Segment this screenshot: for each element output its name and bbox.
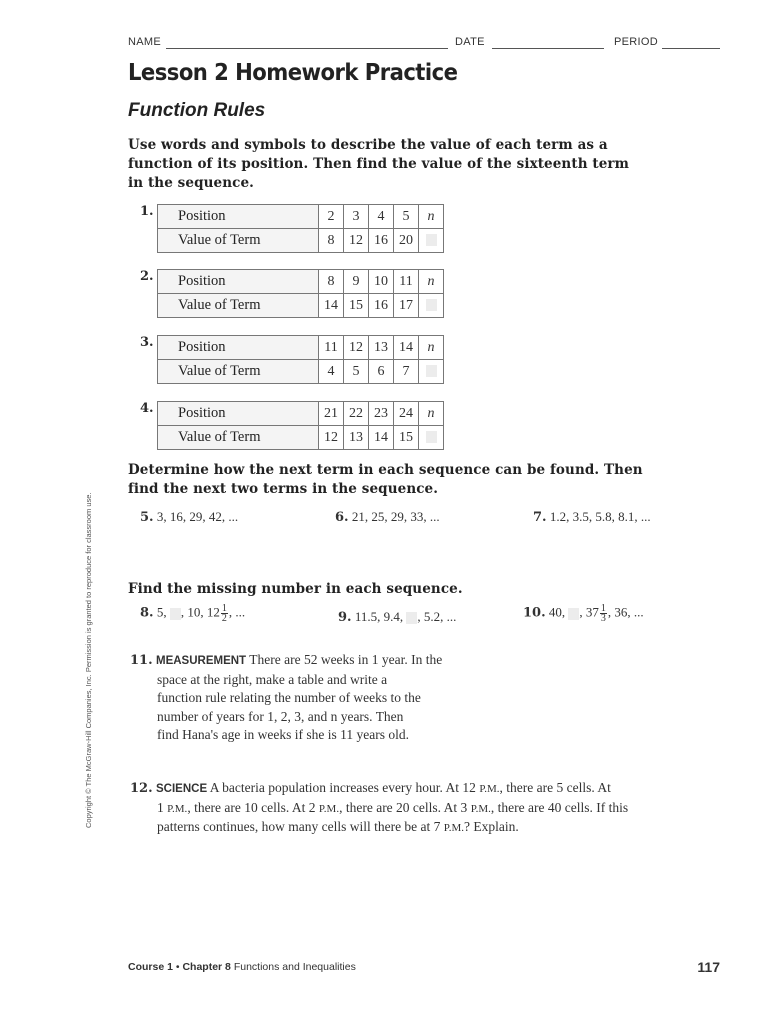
value-row [158,426,444,450]
chapter-title: Functions and Inequalities [233,961,356,973]
problem-category-tag: SCIENCE [156,783,208,795]
value-row-label: Value of Term [158,360,319,384]
date-label: DATE [455,36,485,48]
answer-blank[interactable] [426,431,437,443]
problem-number: 1. [140,204,154,219]
problem-line: space at the right, make a table and write a [157,671,388,687]
position-row-label: Position [158,205,319,229]
value-row [158,294,444,318]
problem-text: 11.5, 9.4, [354,609,404,624]
date-field[interactable] [492,48,604,49]
problem-text: 5, [156,604,167,620]
table-cell: n [419,270,444,294]
answer-blank[interactable] [170,608,181,620]
table-cell: 12 [344,229,369,253]
value-row-label: Value of Term [158,229,319,253]
sequence-table-2 [157,269,444,318]
problem-9 [338,609,456,625]
page-subtitle: Function Rules [128,100,266,121]
answer-blank-cell[interactable] [419,294,444,318]
problem-10 [523,604,644,623]
answer-blank[interactable] [426,234,437,246]
period-label: PERIOD [614,36,658,48]
problem-line: There are 52 weeks in 1 year. In the [249,652,443,667]
table-cell: 11 [394,270,419,294]
fraction-numerator: 1 [600,603,606,614]
problem-text: , there are 40 cells. If this [490,799,629,815]
problem-7 [533,509,651,525]
table-cell: 7 [394,360,419,384]
problem-number: 9. [338,610,352,625]
table-cell: 16 [369,294,394,318]
pm-abbrev: P.M. [470,802,491,815]
table-cell: 5 [394,205,419,229]
answer-blank-cell[interactable] [419,229,444,253]
answer-blank[interactable] [568,608,579,620]
position-row-label: Position [158,336,319,360]
table-cell: 15 [344,294,369,318]
table-cell: 9 [344,270,369,294]
pm-abbrev: P.M. [443,822,464,834]
table-cell: 3 [344,205,369,229]
position-row-label: Position [158,402,319,426]
problem-number: 4. [140,401,154,416]
chapter-label: Chapter 8 [182,961,231,973]
problem-11 [130,651,510,745]
table-cell: 13 [344,426,369,450]
sequence-table-1 [157,204,444,253]
table-cell: 6 [369,360,394,384]
problem-number: 11. [130,653,153,668]
table-cell: 11 [319,336,344,360]
name-label: NAME [128,36,161,48]
table-cell: 14 [319,294,344,318]
table-cell: n [419,402,444,426]
table-cell: 22 [344,402,369,426]
problem-text: 1 [157,799,164,815]
table-cell: 15 [394,426,419,450]
table-cell: 14 [369,426,394,450]
fraction-denominator: 3 [600,613,606,624]
table-cell: n [419,205,444,229]
page-number: 117 [697,959,720,975]
instructions-missing-number: Find the missing number in each sequence. [128,581,463,597]
table-cell: 12 [344,336,369,360]
problem-number: 8. [140,605,154,621]
footer-bullet: • [175,961,180,973]
pm-abbrev: P.M. [318,802,340,815]
problem-text: , there are 10 cells. At 2 [187,799,316,815]
problem-8 [140,604,245,623]
problem-number: 12. [130,781,153,796]
problem-line: function rule relating the number of weeks to the [157,690,421,705]
answer-blank[interactable] [406,612,417,624]
table-cell: 13 [369,336,394,360]
table-cell: 12 [319,426,344,450]
page-title: Lesson 2 Homework Practice [128,60,458,86]
problem-number: 3. [140,335,154,350]
problem-6 [335,509,440,525]
position-row [158,402,444,426]
table-cell: n [419,336,444,360]
position-row [158,205,444,229]
table-cell: 24 [394,402,419,426]
table-cell: 21 [319,402,344,426]
sequence-table-3 [157,335,444,384]
table-cell: 20 [394,229,419,253]
period-field[interactable] [662,48,720,49]
problem-text: A bacteria population increases every hour. At 12 [209,780,476,795]
fraction [600,604,607,623]
answer-blank[interactable] [426,299,437,311]
copyright-notice: Copyright © The McGraw-Hill Companies, Inc. Permission is granted to reproduce for classroom use. [84,492,93,828]
instructions-function-rules: Use words and symbols to describe the value of each term as a function of its position. Then find the value of the sixteenth term in the sequence. [128,137,630,191]
table-cell: 16 [369,229,394,253]
problem-number: 2. [140,269,154,284]
pm-abbrev: P.M. [167,802,188,815]
table-cell: 8 [319,229,344,253]
problem-text: , 36, ... [607,604,644,620]
problem-number: 10. [523,605,546,621]
table-cell: 2 [319,205,344,229]
answer-blank-cell[interactable] [419,360,444,384]
problem-text: , there are 20 cells. At 3 [339,799,468,815]
sequence-table-4 [157,401,444,450]
problem-number: 7. [533,510,547,525]
problem-number: 6. [335,510,349,525]
value-row [158,360,444,384]
position-row [158,336,444,360]
problem-category-tag: MEASUREMENT [156,655,247,667]
problem-number: 5. [140,510,154,525]
problem-line: number of years for 1, 2, 3, and n years. Then [157,708,404,724]
value-row [158,229,444,253]
problem-text: , there are 5 cells. At [499,780,611,795]
table-cell: 17 [394,294,419,318]
problem-text: 21, 25, 29, 33, ... [351,509,440,524]
problem-text: , 37 [579,604,599,620]
pm-abbrev: P.M. [479,783,500,795]
problem-text: 40, [548,604,566,620]
course-label: Course 1 [128,961,173,973]
fraction-denominator: 2 [221,613,227,624]
name-field[interactable] [166,48,448,49]
answer-blank-cell[interactable] [419,426,444,450]
table-cell: 5 [344,360,369,384]
value-row-label: Value of Term [158,294,319,318]
problem-text: 3, 16, 29, 42, ... [156,509,239,524]
problem-5 [140,509,238,525]
problem-12 [130,779,730,838]
table-cell: 4 [319,360,344,384]
table-cell: 14 [394,336,419,360]
position-row [158,270,444,294]
problem-text: , ... [228,604,246,620]
value-row-label: Value of Term [158,426,319,450]
problem-text: , 5.2, ... [417,609,457,624]
fraction [221,604,228,623]
problem-text: , 10, 12 [180,604,220,620]
problem-text: 1.2, 3.5, 5.8, 8.1, ... [549,509,651,524]
answer-blank[interactable] [426,365,437,377]
table-cell: 23 [369,402,394,426]
instructions-next-terms: Determine how the next term in each sequence can be found. Then find the next two terms in the sequence. [128,462,643,497]
problem-line: find Hana's age in weeks if she is 11 years old. [157,727,409,742]
page-footer [128,961,720,979]
table-cell: 4 [369,205,394,229]
table-cell: 8 [319,270,344,294]
table-cell: 10 [369,270,394,294]
fraction-numerator: 1 [221,603,227,614]
problem-text: patterns continues, how many cells will there be at 7 [157,819,441,834]
position-row-label: Position [158,270,319,294]
name-date-period-header [128,34,720,54]
problem-text: ? Explain. [463,819,519,834]
